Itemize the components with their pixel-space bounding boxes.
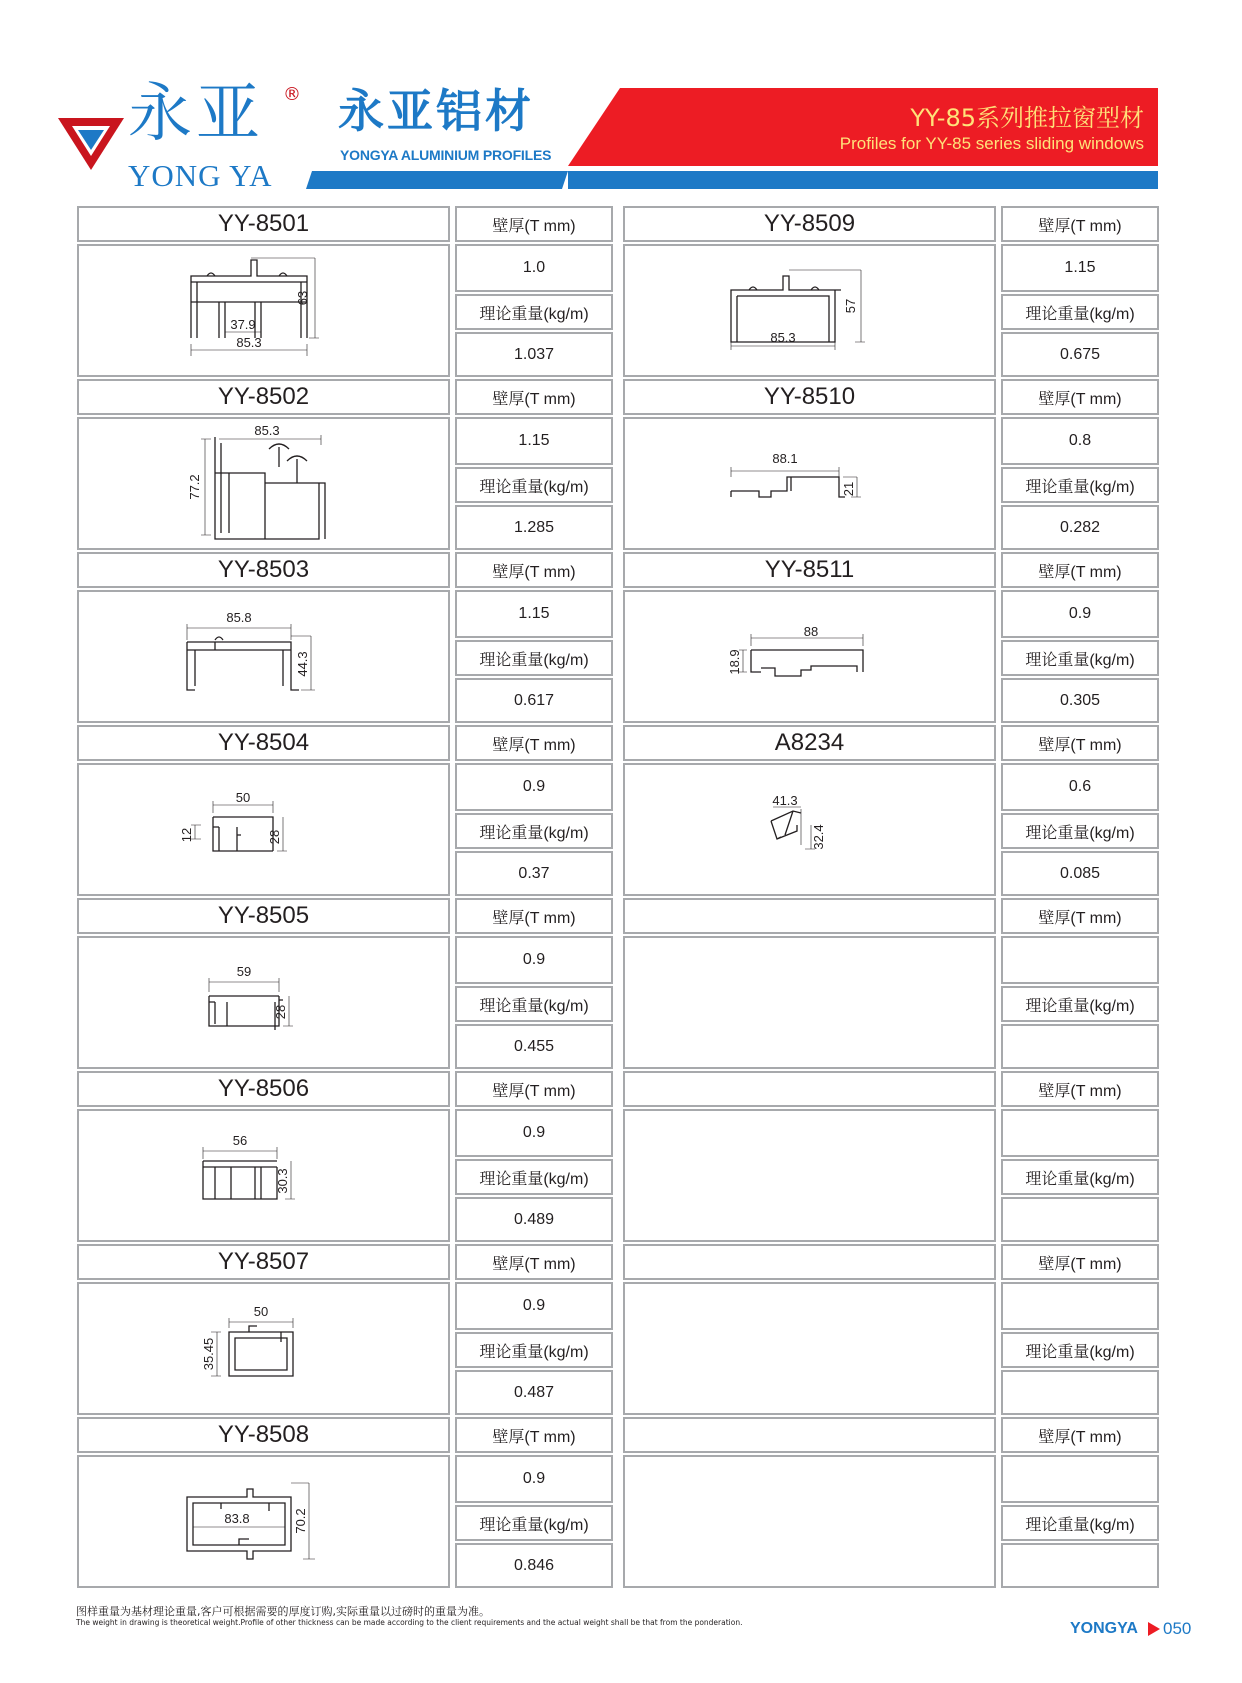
profile-name: YY-8511 xyxy=(623,552,996,588)
dimension-label: 28 xyxy=(273,1004,288,1020)
brand-title-chinese: 永亚铝材 xyxy=(338,84,534,138)
dimension-line xyxy=(211,1318,293,1376)
weight-value: 0.305 xyxy=(1001,678,1159,723)
weight-value: 0.846 xyxy=(455,1543,613,1588)
weight-label: 理论重量(kg/m) xyxy=(1001,1505,1159,1541)
profile-section-drawing xyxy=(625,246,994,375)
weight-value: 1.285 xyxy=(455,505,613,550)
weight-label: 理论重量(kg/m) xyxy=(455,467,613,503)
thickness-value: 0.9 xyxy=(455,936,613,984)
footer-note-english: The weight in drawing is theoretical weight.Profile of other thickness can be made according to the client requirements and the actual weight shall be that from the ponderation. xyxy=(76,1618,743,1627)
profile-name: YY-8504 xyxy=(77,725,450,761)
profile-name: A8234 xyxy=(623,725,996,761)
play-arrow-icon xyxy=(1148,1622,1160,1636)
profile-name: YY-8510 xyxy=(623,379,996,415)
weight-label: 理论重量(kg/m) xyxy=(455,294,613,330)
weight-label: 理论重量(kg/m) xyxy=(1001,467,1159,503)
footer-brand: YONGYA xyxy=(1070,1620,1138,1637)
weight-label: 理论重量(kg/m) xyxy=(455,1505,613,1541)
thickness-label: 壁厚(T mm) xyxy=(1001,725,1159,761)
dimension-label: 77.2 xyxy=(187,474,202,500)
thickness-value: 0.9 xyxy=(455,1282,613,1330)
thickness-label: 壁厚(T mm) xyxy=(455,1071,613,1107)
profile-section-drawing xyxy=(79,246,448,375)
profile-outline xyxy=(751,650,863,676)
weight-label: 理论重量(kg/m) xyxy=(1001,640,1159,676)
weight-value xyxy=(1001,1543,1159,1588)
weight-label: 理论重量(kg/m) xyxy=(455,1159,613,1195)
dimension-label: 59 xyxy=(236,964,252,979)
weight-value xyxy=(1001,1370,1159,1415)
profile-section-drawing xyxy=(79,1457,448,1586)
thickness-label: 壁厚(T mm) xyxy=(1001,1244,1159,1280)
logo-chinese-text: 永亚 xyxy=(128,77,264,151)
weight-label: 理论重量(kg/m) xyxy=(1001,813,1159,849)
dimension-label: 85.3 xyxy=(254,423,280,438)
profile-outline xyxy=(213,817,273,851)
thickness-value: 0.8 xyxy=(1001,417,1159,465)
weight-label: 理论重量(kg/m) xyxy=(1001,294,1159,330)
dimension-label: 50 xyxy=(235,790,251,805)
weight-label: 理论重量(kg/m) xyxy=(455,640,613,676)
blue-stripe-right xyxy=(568,171,1158,189)
profile-drawing xyxy=(623,244,996,377)
thickness-value: 0.9 xyxy=(455,1109,613,1157)
thickness-label: 壁厚(T mm) xyxy=(1001,552,1159,588)
dimension-line xyxy=(201,435,321,535)
weight-label: 理论重量(kg/m) xyxy=(1001,1332,1159,1368)
profile-drawing xyxy=(77,1282,450,1415)
weight-value: 0.675 xyxy=(1001,332,1159,377)
thickness-value xyxy=(1001,1455,1159,1503)
profile-section-drawing xyxy=(79,592,448,721)
profile-section-drawing xyxy=(625,765,994,894)
thickness-label: 壁厚(T mm) xyxy=(1001,898,1159,934)
thickness-value: 0.6 xyxy=(1001,763,1159,811)
thickness-value: 0.9 xyxy=(1001,590,1159,638)
profile-drawing xyxy=(77,590,450,723)
weight-value: 0.487 xyxy=(455,1370,613,1415)
weight-label: 理论重量(kg/m) xyxy=(1001,986,1159,1022)
thickness-label: 壁厚(T mm) xyxy=(455,379,613,415)
thickness-value: 1.0 xyxy=(455,244,613,292)
weight-value: 0.282 xyxy=(1001,505,1159,550)
blue-stripe-left xyxy=(306,171,568,189)
thickness-label: 壁厚(T mm) xyxy=(1001,206,1159,242)
profile-drawing xyxy=(77,936,450,1069)
dimension-label: 35.45 xyxy=(201,1337,216,1371)
profile-section-drawing xyxy=(79,419,448,548)
page-header xyxy=(0,0,1242,200)
weight-label: 理论重量(kg/m) xyxy=(455,813,613,849)
page-number: 050 xyxy=(1163,1619,1192,1638)
profile-outline xyxy=(209,996,283,1030)
profile-drawing xyxy=(77,417,450,550)
dimension-label: 28 xyxy=(267,829,282,845)
thickness-label: 壁厚(T mm) xyxy=(455,1417,613,1453)
profile-outline xyxy=(215,437,325,539)
profile-outline xyxy=(187,637,299,690)
dimension-label: 37.9 xyxy=(230,317,256,332)
profile-drawing xyxy=(77,244,450,377)
dimension-label: 56 xyxy=(232,1133,248,1148)
profile-name xyxy=(623,898,996,934)
dimension-label: 63 xyxy=(295,290,310,306)
profile-section-drawing xyxy=(625,592,994,721)
profile-name: YY-8503 xyxy=(77,552,450,588)
profile-drawing xyxy=(623,1455,996,1588)
dimension-label: 83.8 xyxy=(224,1511,250,1526)
profile-name: YY-8502 xyxy=(77,379,450,415)
profile-drawing xyxy=(77,1109,450,1242)
thickness-label: 壁厚(T mm) xyxy=(455,552,613,588)
profile-name: YY-8507 xyxy=(77,1244,450,1280)
thickness-label: 壁厚(T mm) xyxy=(1001,1071,1159,1107)
weight-value: 1.037 xyxy=(455,332,613,377)
profile-drawing xyxy=(623,590,996,723)
profile-section-drawing xyxy=(79,1284,448,1413)
thickness-value xyxy=(1001,1282,1159,1330)
profile-drawing xyxy=(77,1455,450,1588)
profile-name: YY-8501 xyxy=(77,206,450,242)
dimension-label: 18.9 xyxy=(727,649,742,675)
weight-label: 理论重量(kg/m) xyxy=(455,1332,613,1368)
yongya-logo-icon xyxy=(58,112,124,172)
dimension-label: 88 xyxy=(803,624,819,639)
dimension-label: 50 xyxy=(253,1304,269,1319)
weight-label: 理论重量(kg/m) xyxy=(455,986,613,1022)
weight-value: 0.489 xyxy=(455,1197,613,1242)
thickness-value: 1.15 xyxy=(455,417,613,465)
profile-name xyxy=(623,1071,996,1107)
brand-title-english: YONGYA ALUMINIUM PROFILES xyxy=(340,147,552,163)
series-title-english: Profiles for YY-85 series sliding windows xyxy=(839,134,1144,153)
thickness-label: 壁厚(T mm) xyxy=(455,898,613,934)
profile-outline xyxy=(771,811,801,839)
weight-value: 0.617 xyxy=(455,678,613,723)
dimension-label: 57 xyxy=(843,298,858,314)
dimension-label: 41.3 xyxy=(772,793,798,808)
profile-outline xyxy=(203,1161,277,1199)
thickness-value: 1.15 xyxy=(455,590,613,638)
thickness-label: 壁厚(T mm) xyxy=(1001,379,1159,415)
profile-drawing xyxy=(623,763,996,896)
profile-name: YY-8505 xyxy=(77,898,450,934)
dimension-label: 85.3 xyxy=(770,330,796,345)
dimension-label: 70.2 xyxy=(293,1508,308,1534)
dimension-label: 21 xyxy=(841,481,856,497)
profile-drawing xyxy=(623,417,996,550)
thickness-value: 1.15 xyxy=(1001,244,1159,292)
weight-value: 0.085 xyxy=(1001,851,1159,896)
profile-name: YY-8506 xyxy=(77,1071,450,1107)
thickness-label: 壁厚(T mm) xyxy=(455,725,613,761)
dimension-label: 85.3 xyxy=(236,335,262,350)
profile-outline xyxy=(229,1326,293,1376)
dimension-label: 32.4 xyxy=(811,824,826,850)
registered-mark: ® xyxy=(283,84,301,105)
profile-drawing xyxy=(77,763,450,896)
profile-name: YY-8509 xyxy=(623,206,996,242)
profile-section-drawing xyxy=(79,1111,448,1240)
profile-section-drawing xyxy=(79,765,448,894)
logo-english-text: YONG YA xyxy=(128,158,273,193)
profile-name xyxy=(623,1417,996,1453)
thickness-label: 壁厚(T mm) xyxy=(455,206,613,242)
thickness-value: 0.9 xyxy=(455,1455,613,1503)
weight-label: 理论重量(kg/m) xyxy=(1001,1159,1159,1195)
profile-outline xyxy=(731,477,845,497)
profile-section-drawing xyxy=(79,938,448,1067)
profile-drawing xyxy=(623,936,996,1069)
dimension-label: 88.1 xyxy=(772,451,798,466)
dimension-label: 30.3 xyxy=(275,1168,290,1194)
thickness-value: 0.9 xyxy=(455,763,613,811)
series-title-chinese: YY-85系列推拉窗型材 xyxy=(910,104,1144,132)
footer-note-chinese: 图样重量为基材理论重量,客户可根据需要的厚度订购,实际重量以过磅时的重量为准。 xyxy=(76,1605,490,1618)
profile-name xyxy=(623,1244,996,1280)
profile-drawing xyxy=(623,1109,996,1242)
thickness-label: 壁厚(T mm) xyxy=(1001,1417,1159,1453)
dimension-line xyxy=(773,807,815,849)
weight-value xyxy=(1001,1024,1159,1069)
profile-drawing xyxy=(623,1282,996,1415)
profile-name: YY-8508 xyxy=(77,1417,450,1453)
thickness-value xyxy=(1001,936,1159,984)
dimension-label: 12 xyxy=(179,827,194,843)
thickness-label: 壁厚(T mm) xyxy=(455,1244,613,1280)
profile-section-drawing xyxy=(625,419,994,548)
thickness-value xyxy=(1001,1109,1159,1157)
weight-value xyxy=(1001,1197,1159,1242)
weight-value: 0.455 xyxy=(455,1024,613,1069)
dimension-label: 85.8 xyxy=(226,610,252,625)
weight-value: 0.37 xyxy=(455,851,613,896)
dimension-label: 44.3 xyxy=(295,651,310,677)
